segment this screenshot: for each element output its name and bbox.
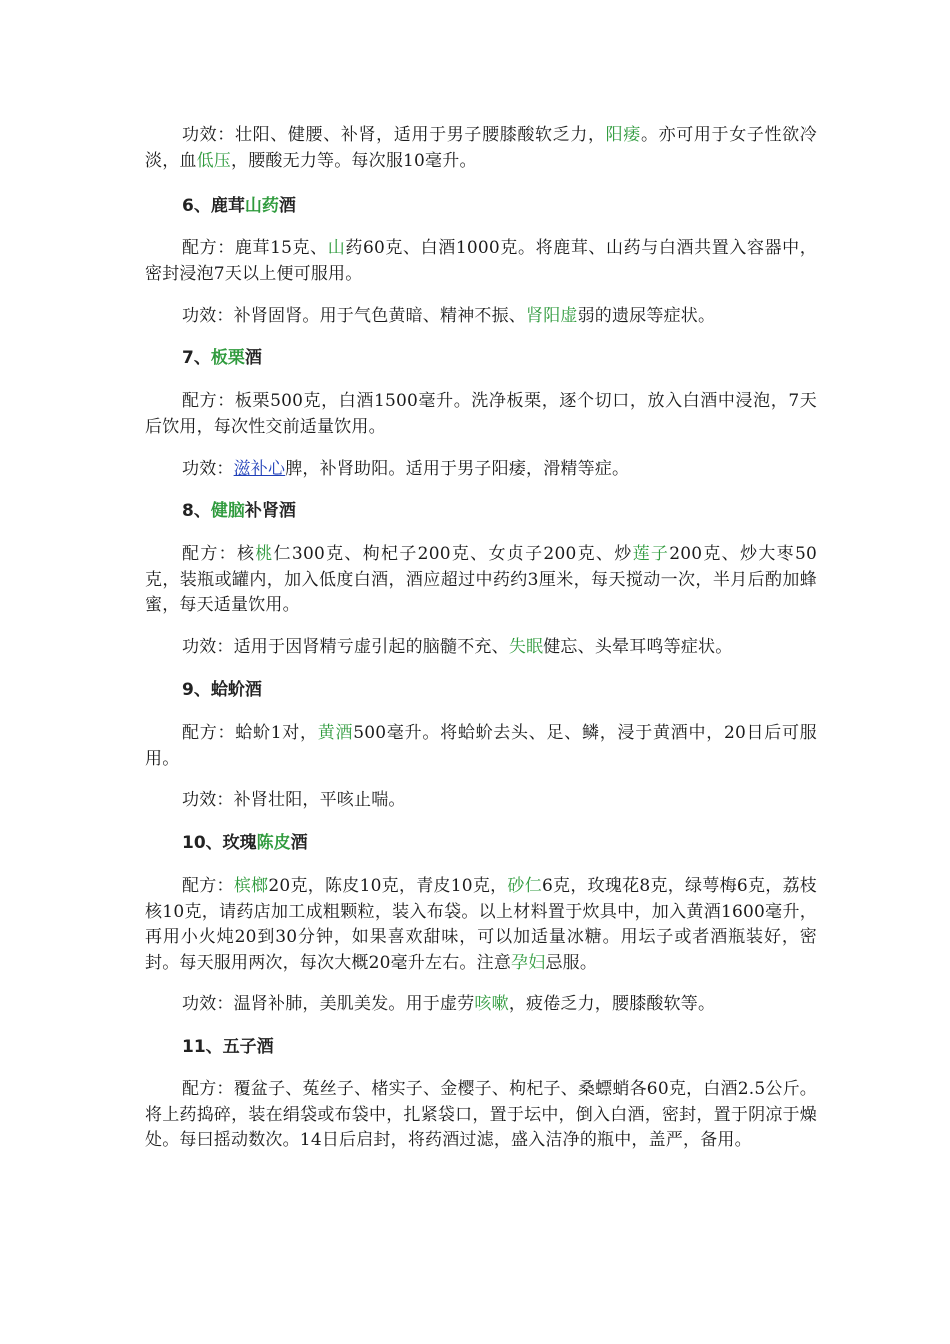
keyword-shanyao: 山药 [244, 196, 279, 216]
text: 配方： [182, 876, 234, 896]
effect-paragraph [145, 992, 817, 1018]
keyword-huangjiu: 黄酒 [317, 723, 354, 743]
formula-paragraph: 配方：覆盆子、菟丝子、楮实子、金樱子、枸杞子、桑螵蛸各60克，白酒2.5公斤。将上药捣碎，装在绢袋或布袋中，扎紧袋口，置于坛中，倒入白酒，密封，置于阴凉于燥处。每曰摇动数次。14日后启封，将药酒过滤，盛入洁净的瓶中，盖严，备用。 [145, 1079, 817, 1150]
effect-paragraph [145, 123, 817, 174]
keyword-chenpi: 陈皮 [256, 833, 291, 853]
keyword-dixueya: 低压 [196, 150, 232, 171]
section-6-effect [145, 304, 817, 330]
keyword-sharen: 砂仁 [507, 876, 542, 896]
text: ，腰酸无力等。每次服10毫升。 [231, 150, 477, 171]
text: 配方：蛤蚧1对， [182, 723, 318, 743]
formula-paragraph [145, 542, 817, 619]
text: ，疲倦乏力，腰膝酸软等。 [508, 994, 716, 1014]
text: 配方：鹿茸15克、 [182, 238, 328, 258]
text: 补肾酒 [244, 501, 296, 521]
text: 功效： [182, 459, 234, 479]
keyword-jiannao: 健脑 [210, 501, 245, 521]
formula-paragraph [145, 236, 817, 287]
text: 酒 [278, 196, 296, 216]
text: 500毫升。将蛤蚧去头、足、鳞，浸于黄酒中，20日后可服用。 [145, 723, 817, 769]
section-10-title [182, 832, 308, 854]
keyword-binglang: 槟榔 [233, 876, 269, 896]
formula-paragraph: 配方：板栗500克，白酒1500毫升。洗净板栗，逐个切口，放入白酒中浸泡，7天后饮用，每次性交前适量饮用。 [145, 391, 817, 437]
text: 200克、炒大枣50克，装瓶或罐内，加入低度白酒，酒应超过中药约3厘米，每天搅动一次，半月后酌加蜂蜜，每天适量饮用。 [145, 544, 817, 615]
text: 酒 [290, 833, 308, 853]
text: 6克，玫瑰花8克，绿萼梅6克，荔枝核10克，请药店加工成粗颗粒，装入布袋。以上材料置于炊具中，加入黄酒1600毫升，再用小火炖20到30分钟，如果喜欢甜味，可以加适量冰糖。用坛子或者酒瓶装好，密封。每天服用两次，每次大概20毫升左右。注意 [145, 876, 817, 973]
section-11-formula [145, 1077, 817, 1154]
keyword-kesou: 咳嗽 [474, 994, 509, 1014]
keyword-shimian: 失眠 [508, 637, 544, 657]
section-9-title: 9、蛤蚧酒 [182, 680, 262, 700]
section-9-effect [145, 788, 817, 814]
text: 7、 [182, 348, 211, 368]
keyword-shenyangxu: 肾阳虚 [526, 306, 578, 326]
keyword-tao: 桃 [255, 544, 274, 564]
effect-paragraph: 功效：补肾壮阳，平咳止喘。 [182, 790, 406, 810]
text: 功效：适用于因肾精亏虚引起的脑髓不充、 [182, 637, 509, 657]
keyword-yangwei: 阳痿 [605, 125, 641, 145]
section-8-formula [145, 542, 817, 619]
text: 10、玫瑰 [182, 833, 257, 853]
text: 仁300克、枸杞子200克、女贞子200克、炒 [273, 544, 633, 564]
keyword-yunfu: 孕妇 [511, 952, 546, 973]
formula-paragraph [145, 721, 817, 772]
text: 20克，陈皮10克，青皮10克， [268, 876, 508, 896]
section-8-effect [145, 635, 817, 661]
link-zibuxin[interactable]: 滋补心 [233, 459, 286, 479]
section-5-effect [145, 123, 817, 174]
effect-paragraph [145, 304, 817, 330]
effect-paragraph [145, 635, 817, 661]
keyword-shan: 山 [327, 238, 346, 258]
text: 6、鹿茸 [182, 196, 245, 216]
keyword-banli: 板栗 [210, 348, 245, 368]
section-11-title: 11、五子酒 [182, 1037, 274, 1057]
section-8-title [182, 500, 296, 522]
text: 药60克、白酒1000克。将鹿茸、山药与白酒共置入容器中，密封浸泡7天以上便可服用。 [145, 238, 818, 284]
text: 酒 [244, 348, 262, 368]
text: 功效：补肾固肾。用于气色黄暗、精神不振、 [182, 306, 526, 326]
text: 。亦可用于女子性欲冷淡，血 [145, 125, 817, 171]
text: 弱的遗尿等症状。 [577, 306, 716, 326]
effect-paragraph [145, 457, 817, 483]
text: 8、 [182, 501, 211, 521]
section-10-formula [145, 874, 817, 976]
text: 功效：温肾补肺，美肌美发。用于虚劳 [182, 994, 475, 1014]
section-7-formula [145, 389, 817, 440]
section-6-title [182, 195, 296, 217]
text: 脾，补肾助阳。适用于男子阳痿，滑精等症。 [285, 459, 630, 479]
text: 忌服。 [545, 952, 598, 973]
section-10-effect [145, 992, 817, 1018]
section-7-effect [145, 457, 817, 483]
section-6-formula [145, 236, 817, 287]
text: 功效：壮阳、健腰、补肾，适用于男子腰膝酸软乏力， [182, 125, 606, 145]
section-9-formula [145, 721, 817, 772]
section-7-title [182, 347, 262, 369]
text: 配方：核 [182, 544, 256, 564]
text: 健忘、头晕耳鸣等症状。 [543, 637, 733, 657]
formula-paragraph [145, 874, 817, 976]
keyword-lianzi: 莲子 [632, 544, 670, 564]
